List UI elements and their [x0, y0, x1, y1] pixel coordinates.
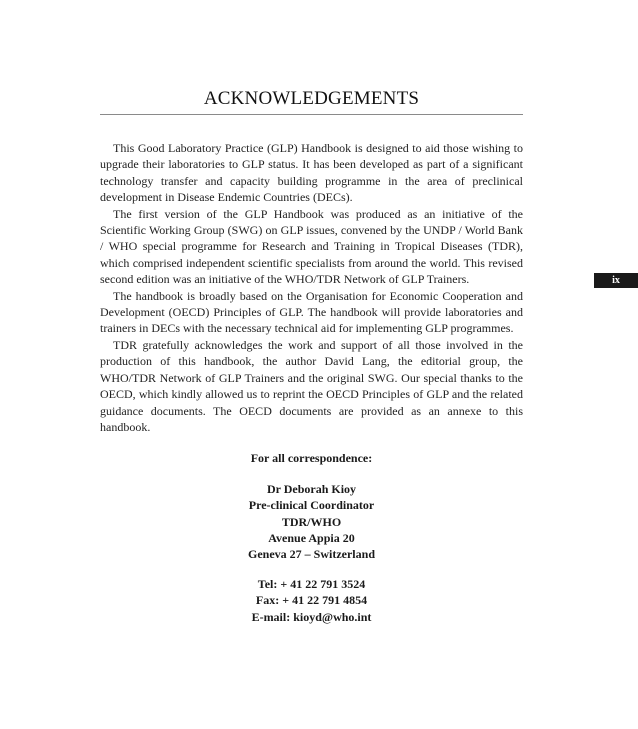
page-number-tab: ix: [594, 273, 638, 288]
contact-fax: Fax: + 41 22 791 4854: [255, 593, 368, 608]
paragraph: The first version of the GLP Handbook was produced as an initiative of the Scientific Working Group (SWG) on GLP issues, convened by the UNDP / World Bank / WHO special programme for Research and Training in Tropical Diseases (TDR), which comprised independent scientific specialists from around the world. This revised second edition was an initiative of the WHO/TDR Network of GLP Trainers.: [100, 206, 523, 287]
contact-street: Avenue Appia 20: [268, 530, 355, 545]
contact-city: Geneva 27 – Switzerland: [248, 547, 375, 562]
contact-telephone: Tel: + 41 22 791 3524: [257, 577, 366, 592]
acknowledgements-body: [100, 140, 523, 435]
contact-organisation: TDR/WHO: [281, 514, 342, 529]
paragraph: This Good Laboratory Practice (GLP) Handbook is designed to aid those wishing to upgrade their laboratories to GLP status. It has been developed as part of a significant technology transfer and capacity building programme in the area of preclinical development in Disease Endemic Countries (DECs).: [100, 141, 523, 205]
correspondence-block: [100, 450, 523, 625]
contact-email[interactable]: E-mail: kioyd@who.int: [251, 609, 372, 624]
contact-name: Dr Deborah Kioy: [266, 482, 357, 497]
contact-role: Pre-clinical Coordinator: [248, 498, 375, 513]
page-title: ACKNOWLEDGEMENTS: [203, 88, 420, 109]
title-divider: [100, 114, 523, 115]
paragraph: The handbook is broadly based on the Organisation for Economic Cooperation and Development (OECD) Principles of GLP. The handbook will provide laboratories and trainers in DECs with the necessary technical aid for implementing GLP programmes.: [100, 288, 523, 336]
paragraph: TDR gratefully acknowledges the work and support of all those involved in the production of this handbook, the author David Lang, the editorial group, the WHO/TDR Network of GLP Trainers and the original SWG. Our special thanks to the OECD, which kindly allowed us to reprint the OECD Principles of GLP and the related guidance documents. The OECD documents are provided as an annexe to this handbook.: [100, 337, 523, 434]
correspondence-heading: For all correspondence:: [250, 451, 373, 465]
